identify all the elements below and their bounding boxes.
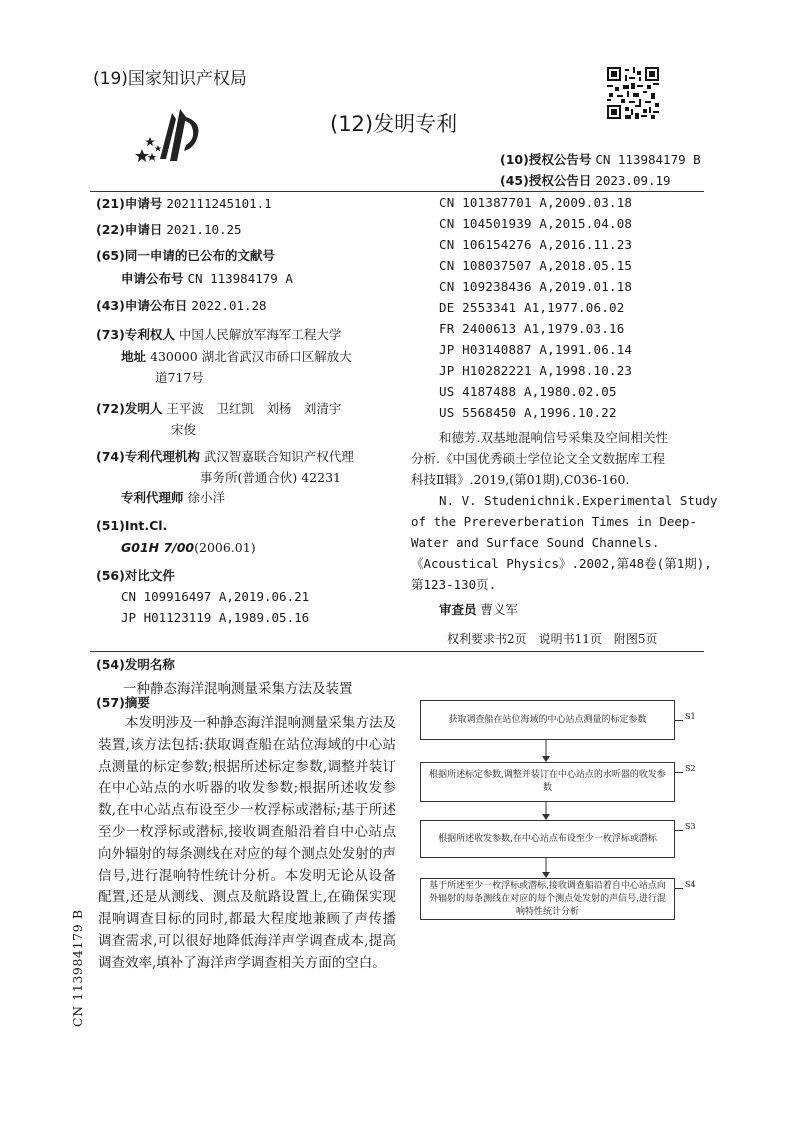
reference-item: CN 106154276 A,2016.11.23 xyxy=(439,237,633,252)
cited-references-label: (56)对比文件 xyxy=(96,568,175,583)
int-cl-classification xyxy=(121,538,256,558)
patent-agency-line-1: 武汉智嘉联合知识产权代理 xyxy=(203,449,354,464)
address xyxy=(121,347,352,367)
reference-item: US 5568450 A,1996.10.22 xyxy=(439,405,617,420)
inventors-label: (72)发明人 xyxy=(96,401,163,416)
cited-references xyxy=(96,566,175,586)
top-divider xyxy=(90,191,704,192)
address-line-1: 430000 湖北省武汉市硚口区解放大 xyxy=(150,349,352,364)
grant-number xyxy=(500,150,701,168)
patent-agency xyxy=(96,447,354,467)
flow-step-2-leader xyxy=(675,772,683,773)
reference-item: JP H03140887 A,1991.06.14 xyxy=(439,342,633,357)
publication-date xyxy=(96,296,267,316)
application-number-label: (21)申请号 xyxy=(96,196,163,211)
patent-agency-label: (74)专利代理机构 xyxy=(96,449,200,464)
flow-arrows xyxy=(540,740,552,880)
middle-divider xyxy=(90,651,704,652)
int-cl-version: (2006.01) xyxy=(194,540,256,555)
int-cl-code: G01H 7/00 xyxy=(121,540,195,555)
flow-step-1-leader xyxy=(675,720,683,721)
literature-2-line-2: of the Prereverberation Times in Deep- xyxy=(411,514,697,529)
grant-number-label: (10)授权公告号 xyxy=(500,152,592,167)
publication-date-label: (43)申请公布日 xyxy=(96,298,188,313)
reference-item: FR 2400613 A1,1979.03.16 xyxy=(439,321,625,336)
inventors xyxy=(96,399,341,419)
flow-step-2-tag: S2 xyxy=(685,764,696,773)
reference-item: US 4187488 A,1980.02.05 xyxy=(439,384,617,399)
examiner-value: 曹义军 xyxy=(480,602,519,617)
document-type: (12)发明专利 xyxy=(330,112,458,136)
literature-2-line-5: 第123-130页. xyxy=(411,577,497,592)
publication-number xyxy=(121,269,293,289)
abstract-text: 本发明涉及一种静态海洋混响测量采集方法及装置,该方法包括:获取调查船在站位海域的中心站点测量的标定参数;根据所述标定参数,调整并装订在中心站点的水听器的收发参数;根据所述收发参数,在中心站点布设至少一枚浮标或潜标;基于所述至少一枚浮标或潜标,接收调查船沿着自中心站点向外辐射的每条测线在对应的每个测点处发射的声信号,进行混响特性统计分析。本发明无论从设备配置,还是从测线、测点及航路设置上,在确保实现混响调查目标的同时,都最大程度地兼顾了声传播调查需求,可以很好地降低海洋声学调查成本,提高调查效率,填补了海洋声学调查相关方面的空白。 xyxy=(98,715,396,971)
same-application-publications xyxy=(96,246,275,266)
patent-agent-value: 徐小洋 xyxy=(187,490,226,505)
inventors-line-1: 王平波 卫红凯 刘杨 刘清宇 xyxy=(166,401,342,416)
application-date-label: (22)申请日 xyxy=(96,222,163,237)
grant-date xyxy=(500,171,671,189)
reference-item: CN 101387701 A,2009.03.18 xyxy=(439,195,633,210)
application-date xyxy=(96,220,242,240)
cited-reference-left-1: CN 109916497 A,2019.06.21 xyxy=(121,589,310,604)
grant-date-value: 2023.09.19 xyxy=(595,173,671,188)
invention-title xyxy=(96,655,175,675)
literature-2-line-1: N. V. Studenichnik.Experimental Study xyxy=(439,493,718,508)
literature-2-line-4: 《Acoustical Physics》.2002,第48卷(第1期), xyxy=(411,556,712,571)
reference-item: CN 104501939 A,2015.04.08 xyxy=(439,216,633,231)
flow-step-1-text: 获取调查船在站位海域的中心站点测量的标定参数 xyxy=(448,714,647,725)
patentee-label: (73)专利权人 xyxy=(96,327,175,342)
flow-step-4-leader xyxy=(675,888,683,889)
flow-step-3-leader xyxy=(675,830,683,831)
int-cl-label: (51)Int.Cl. xyxy=(96,518,168,533)
flow-step-3-tag: S3 xyxy=(685,822,696,831)
publication-number-label: 申请公布号 xyxy=(121,271,184,286)
reference-item: CN 109238436 A,2019.01.18 xyxy=(439,279,633,294)
examiner-label: 审查员 xyxy=(439,602,477,617)
reference-item: JP H10282221 A,1998.10.23 xyxy=(439,363,633,378)
grant-number-value: CN 113984179 B xyxy=(595,152,701,167)
application-number xyxy=(96,194,272,214)
publication-number-value: CN 113984179 A xyxy=(187,271,293,286)
literature-1-line-3: 科技Ⅱ辑》.2019,(第01期),C036-160. xyxy=(411,472,630,487)
reference-item: DE 2553341 A1,1977.06.02 xyxy=(439,300,625,315)
examiner xyxy=(439,600,518,620)
patent-agent-label: 专利代理师 xyxy=(121,490,184,505)
address-line-2: 道717号 xyxy=(155,370,204,385)
literature-1-line-2: 分析.《中国优秀硕士学位论文全文数据库工程 xyxy=(411,451,665,466)
literature-1-line-1: 和德芳.双基地混响信号采集及空间相关性 xyxy=(439,430,668,445)
cnipa-logo xyxy=(130,105,210,167)
inventors-line-2: 宋俊 xyxy=(171,422,197,437)
invention-title-label: (54)发明名称 xyxy=(96,657,175,672)
application-number-value: 202111245101.1 xyxy=(166,196,272,211)
flow-step-4-text: 基于所述至少一枚浮标或潜标,接收调查船沿着自中心站点向外辐射的每条测线在对应的每个测点处发射的声信号,进行混响特性统计分析 xyxy=(429,880,666,917)
abstract-label: (57)摘要 xyxy=(96,695,150,710)
flow-step-2-text: 根据所述标定参数,调整并装订在中心站点的水听器的收发参数 xyxy=(429,770,666,793)
application-date-value: 2021.10.25 xyxy=(166,222,242,237)
int-cl xyxy=(96,516,167,536)
flow-step-1 xyxy=(420,700,675,740)
patentee xyxy=(96,325,341,345)
publication-date-value: 2022.01.28 xyxy=(191,298,267,313)
flow-step-4-tag: S4 xyxy=(685,880,696,889)
grant-date-label: (45)授权公告日 xyxy=(500,173,592,188)
invention-title-value: 一种静态海洋混响测量采集方法及装置 xyxy=(123,681,353,697)
address-label: 地址 xyxy=(121,349,147,364)
cited-reference-left-2: JP H01123119 A,1989.05.16 xyxy=(121,610,310,625)
patentee-value: 中国人民解放军海军工程大学 xyxy=(178,327,342,342)
patent-agent xyxy=(121,488,225,508)
flow-step-1-tag: S1 xyxy=(685,712,696,721)
flow-step-4 xyxy=(420,878,675,920)
side-document-number: CN 113984179 B xyxy=(70,909,85,1027)
qr-code xyxy=(607,67,659,119)
literature-2-line-3: Water and Surface Sound Channels. xyxy=(411,535,660,550)
same-application-label: (65)同一申请的已公布的文献号 xyxy=(96,248,275,263)
abstract-heading xyxy=(96,693,150,713)
flow-step-3-text: 根据所述收发参数,在中心站点布设至少一枚浮标或潜标 xyxy=(438,833,657,844)
page-counts: 权利要求书2页 说明书11页 附图5页 xyxy=(447,632,658,646)
issuing-office: (19)国家知识产权局 xyxy=(93,69,247,89)
patent-agency-line-2: 事务所(普通合伙) 42231 xyxy=(200,470,341,485)
reference-item: CN 108037507 A,2018.05.15 xyxy=(439,258,633,273)
